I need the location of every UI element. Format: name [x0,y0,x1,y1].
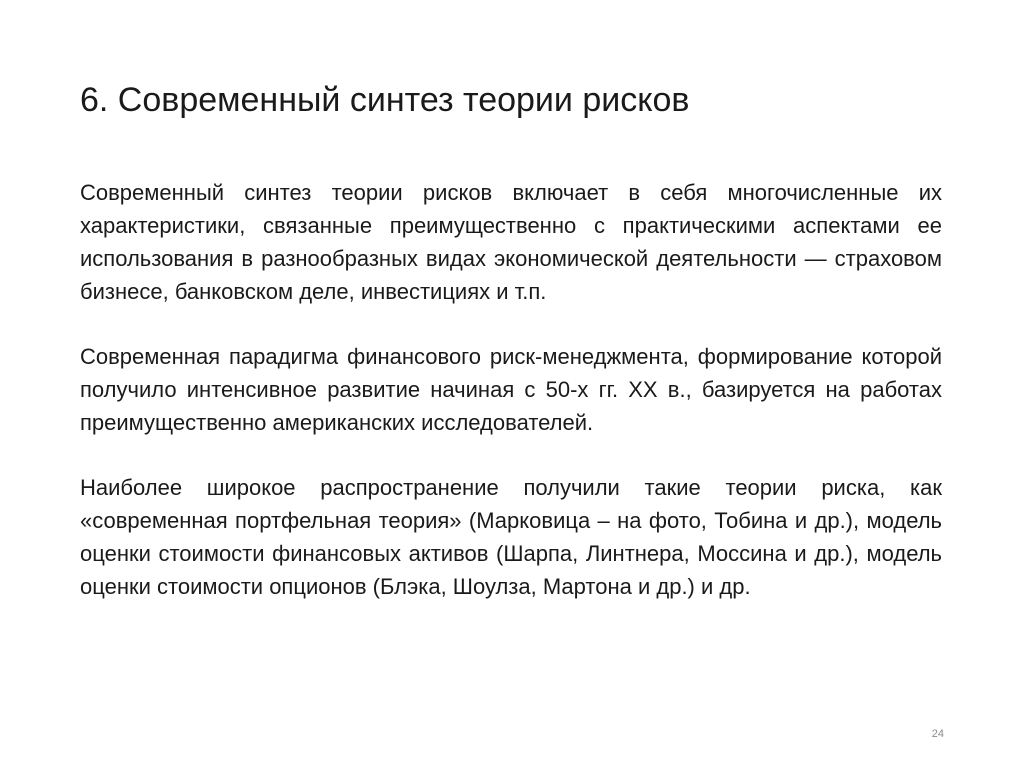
slide-title: 6. Современный синтез теории рисков [80,81,690,119]
page-number: 24 [931,728,944,740]
paragraph-risk-synthesis: Современный синтез теории рисков включает в себя многочисленные их характеристики, связанные преимущественно с практическими аспектами ее использования в разнообразных видах экономической деятельности — страховом бизнесе, банковском деле, инвестициях и т.п. [80,180,942,304]
slide-body [80,176,942,635]
paragraph-paradigm: Современная парадигма финансового риск-менеджмента, формирование которой получило интенсивное развитие начиная с 50-х гг. XX в., базируется на работах преимущественно американских исследователей. [80,344,942,435]
paragraph-theories: Наиболее широкое распространение получили такие теории риска, как «современная портфельная теория» (Марковица – на фото, Тобина и др.), модель оценки стоимости финансовых активов (Шарпа, Линтнера, Моссина и др.), модель оценки стоимости опционов (Блэка, Шоулза, Мартона и др.) и др. [80,475,942,599]
